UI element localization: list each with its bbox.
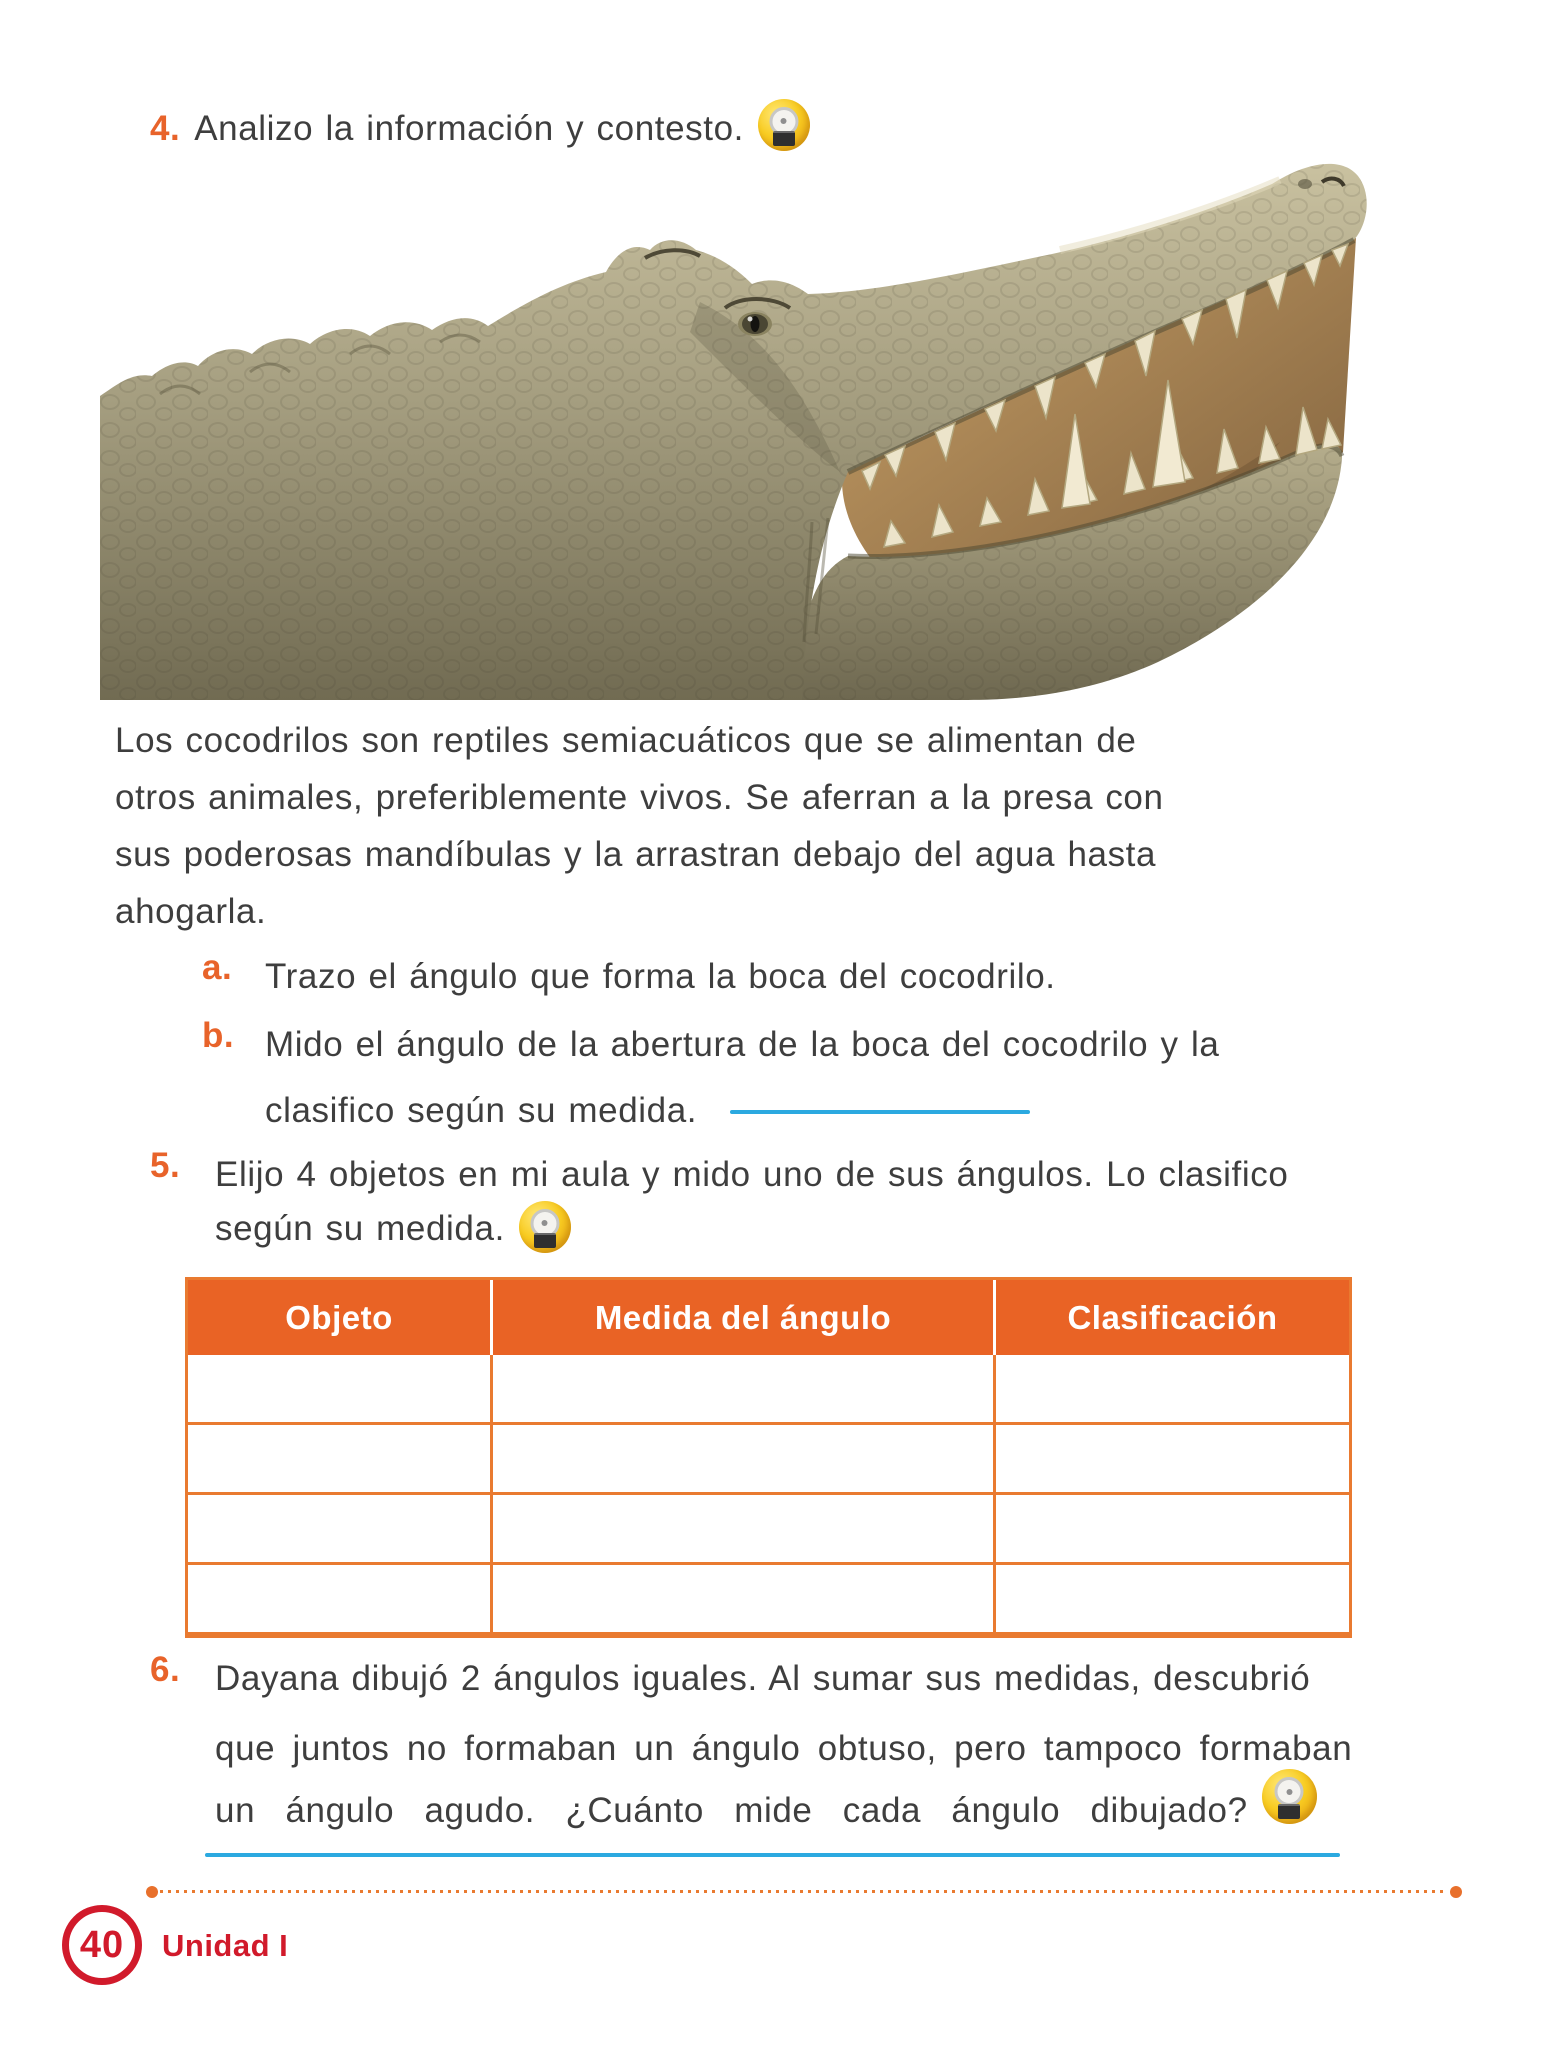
question-5-line1: Elijo 4 objetos en mi aula y mido uno de sus ángulos. Lo clasifico	[215, 1155, 1289, 1194]
table-header-row	[188, 1280, 1349, 1355]
intro-paragraph-line: Los cocodrilos son reptiles semiacuáticos que se alimentan de	[115, 721, 1137, 760]
item-b-text-line1: Mido el ángulo de la abertura de la boca del cocodrilo y la	[265, 1025, 1220, 1064]
table-header-medida: Medida del ángulo	[493, 1280, 996, 1355]
question-5-line2-row	[215, 1200, 571, 1257]
bulb-base	[1278, 1804, 1300, 1819]
table-row	[188, 1562, 1349, 1632]
item-b-letter: b.	[202, 1016, 235, 1055]
table-cell-empty[interactable]	[996, 1495, 1349, 1562]
table-cell-empty[interactable]	[996, 1425, 1349, 1492]
table-cell-empty[interactable]	[188, 1495, 493, 1562]
table-cell-empty[interactable]	[188, 1565, 493, 1632]
table-cell-empty[interactable]	[996, 1565, 1349, 1632]
intro-paragraph-line: otros animales, preferiblemente vivos. Se aferran a la presa con	[115, 778, 1164, 817]
table-cell-empty[interactable]	[188, 1425, 493, 1492]
table-cell-empty[interactable]	[493, 1425, 996, 1492]
table-header-clasificacion: Clasificación	[1067, 1298, 1278, 1336]
table-cell-empty[interactable]	[493, 1565, 996, 1632]
question-6-line2: que juntos no formaban un ángulo obtuso, pero tampoco formaban	[215, 1729, 1353, 1768]
dotted-separator-line	[160, 1890, 1448, 1893]
question-number: 6.	[150, 1650, 181, 1689]
bulb-glass	[1275, 1777, 1304, 1806]
table-cell-empty[interactable]	[493, 1495, 996, 1562]
table-header-objeto: Objeto	[188, 1280, 493, 1355]
unit-label: Unidad I	[162, 1928, 289, 1963]
item-b-text-line2: clasifico según su medida.	[265, 1091, 698, 1130]
intro-paragraph-line: sus poderosas mandíbulas y la arrastran debajo del agua hasta	[115, 835, 1157, 874]
question-6-line1: Dayana dibujó 2 ángulos iguales. Al sumar sus medidas, descubrió	[215, 1659, 1311, 1698]
table-cell-empty[interactable]	[188, 1355, 493, 1422]
table-row	[188, 1355, 1349, 1422]
dotted-separator	[150, 1886, 1458, 1897]
question-6-line3: un ángulo agudo. ¿Cuánto mide cada ángulo dibujado?	[215, 1791, 1248, 1830]
table-row	[188, 1492, 1349, 1562]
crocodile-image	[100, 142, 1385, 700]
question-6-line3-row	[215, 1782, 1317, 1839]
intro-paragraph-line: ahogarla.	[115, 892, 267, 931]
question-number: 5.	[150, 1146, 181, 1185]
item-a-letter: a.	[202, 948, 233, 987]
item-a-text: Trazo el ángulo que forma la boca del cocodrilo.	[265, 957, 1056, 996]
objects-angles-table-body	[188, 1355, 1349, 1632]
answer-blank-line[interactable]	[730, 1110, 1030, 1114]
question-5-line2: según su medida.	[215, 1209, 505, 1248]
page-number-badge	[62, 1905, 142, 1985]
answer-blank-line[interactable]	[205, 1853, 1340, 1857]
lightbulb-icon	[519, 1201, 571, 1253]
question-4-title: Analizo la información y contesto.	[194, 109, 744, 148]
intro-paragraph	[115, 712, 1164, 940]
objects-angles-table	[185, 1277, 1352, 1638]
table-cell-empty[interactable]	[493, 1355, 996, 1422]
question-number: 4.	[150, 108, 181, 148]
table-cell-empty[interactable]	[996, 1355, 1349, 1422]
bulb-base	[534, 1233, 556, 1248]
page-number: 40	[79, 1923, 125, 1966]
table-row	[188, 1422, 1349, 1492]
lightbulb-icon	[1262, 1769, 1317, 1824]
